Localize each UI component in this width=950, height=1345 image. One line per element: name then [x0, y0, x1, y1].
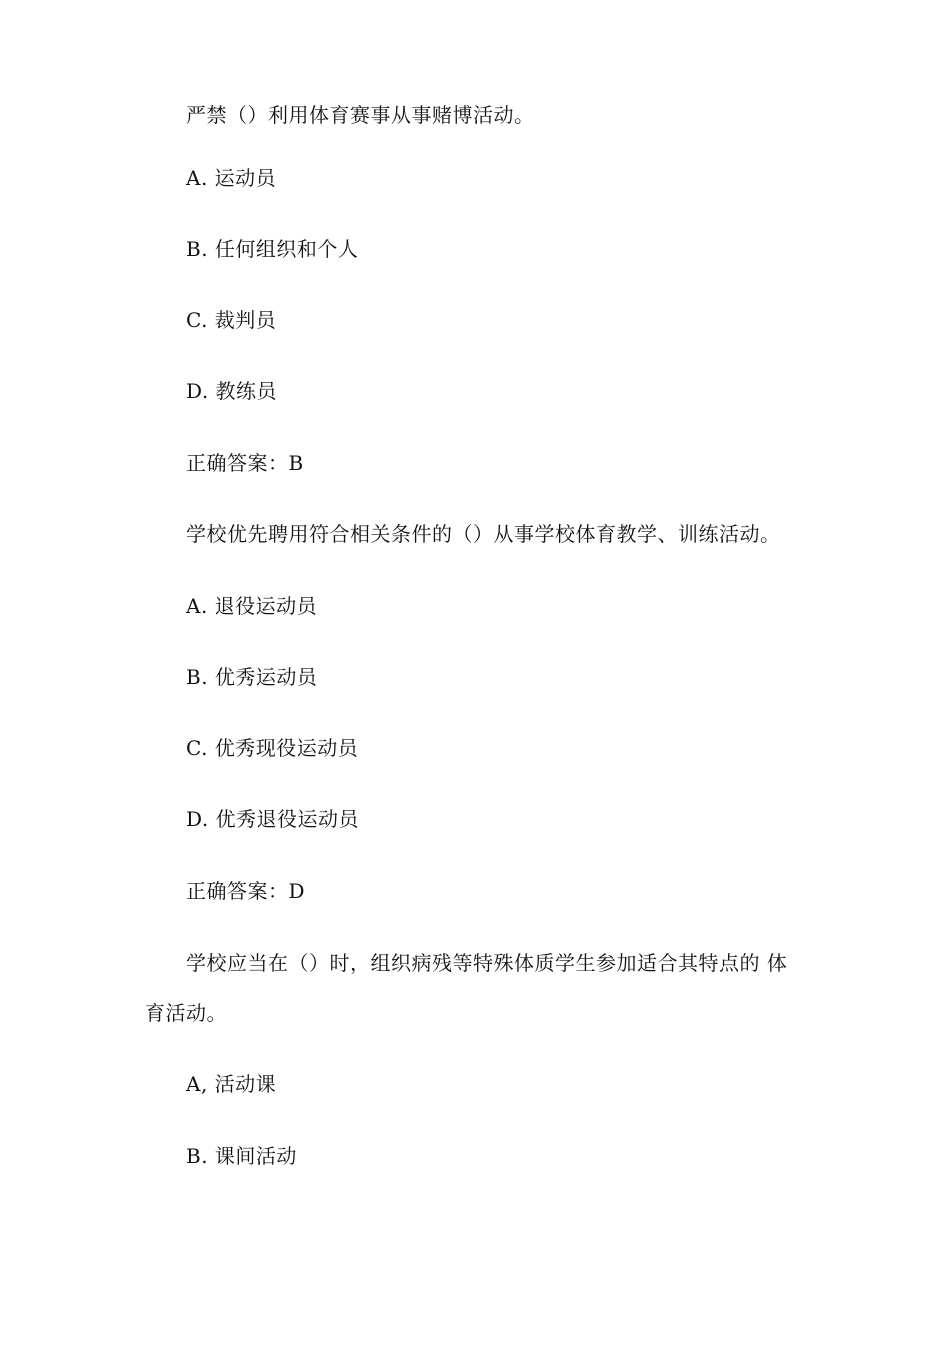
question-1-option-b: B. 任何组织和个人 [186, 237, 359, 261]
question-2-option-b: B. 优秀运动员 [186, 665, 318, 689]
question-2-option-d: D. 优秀退役运动员 [186, 807, 360, 831]
question-1-option-a: A. 运动员 [186, 166, 277, 190]
question-3-stem-continuation: 育活动。 [145, 1001, 227, 1025]
question-1-stem: 严禁（）利用体育赛事从事赌博活动。 [186, 103, 535, 127]
question-1-option-c: C. 裁判员 [186, 308, 277, 332]
question-2-answer: 正确答案：D [186, 879, 306, 903]
question-1-option-d: D. 教练员 [186, 379, 278, 403]
question-3-option-a: A, 活动课 [186, 1072, 277, 1096]
question-3-stem: 学校应当在（）时，组织病残等特殊体质学生参加适合其特点的 体 [186, 951, 788, 975]
question-2-option-c: C. 优秀现役运动员 [186, 736, 359, 760]
question-1-answer: 正确答案：B [186, 451, 304, 475]
question-2-option-a: A. 退役运动员 [186, 594, 318, 618]
question-3-option-b: B. 课间活动 [186, 1144, 297, 1168]
question-2-stem: 学校优先聘用符合相关条件的（）从事学校体育教学、训练活动。 [186, 522, 781, 546]
